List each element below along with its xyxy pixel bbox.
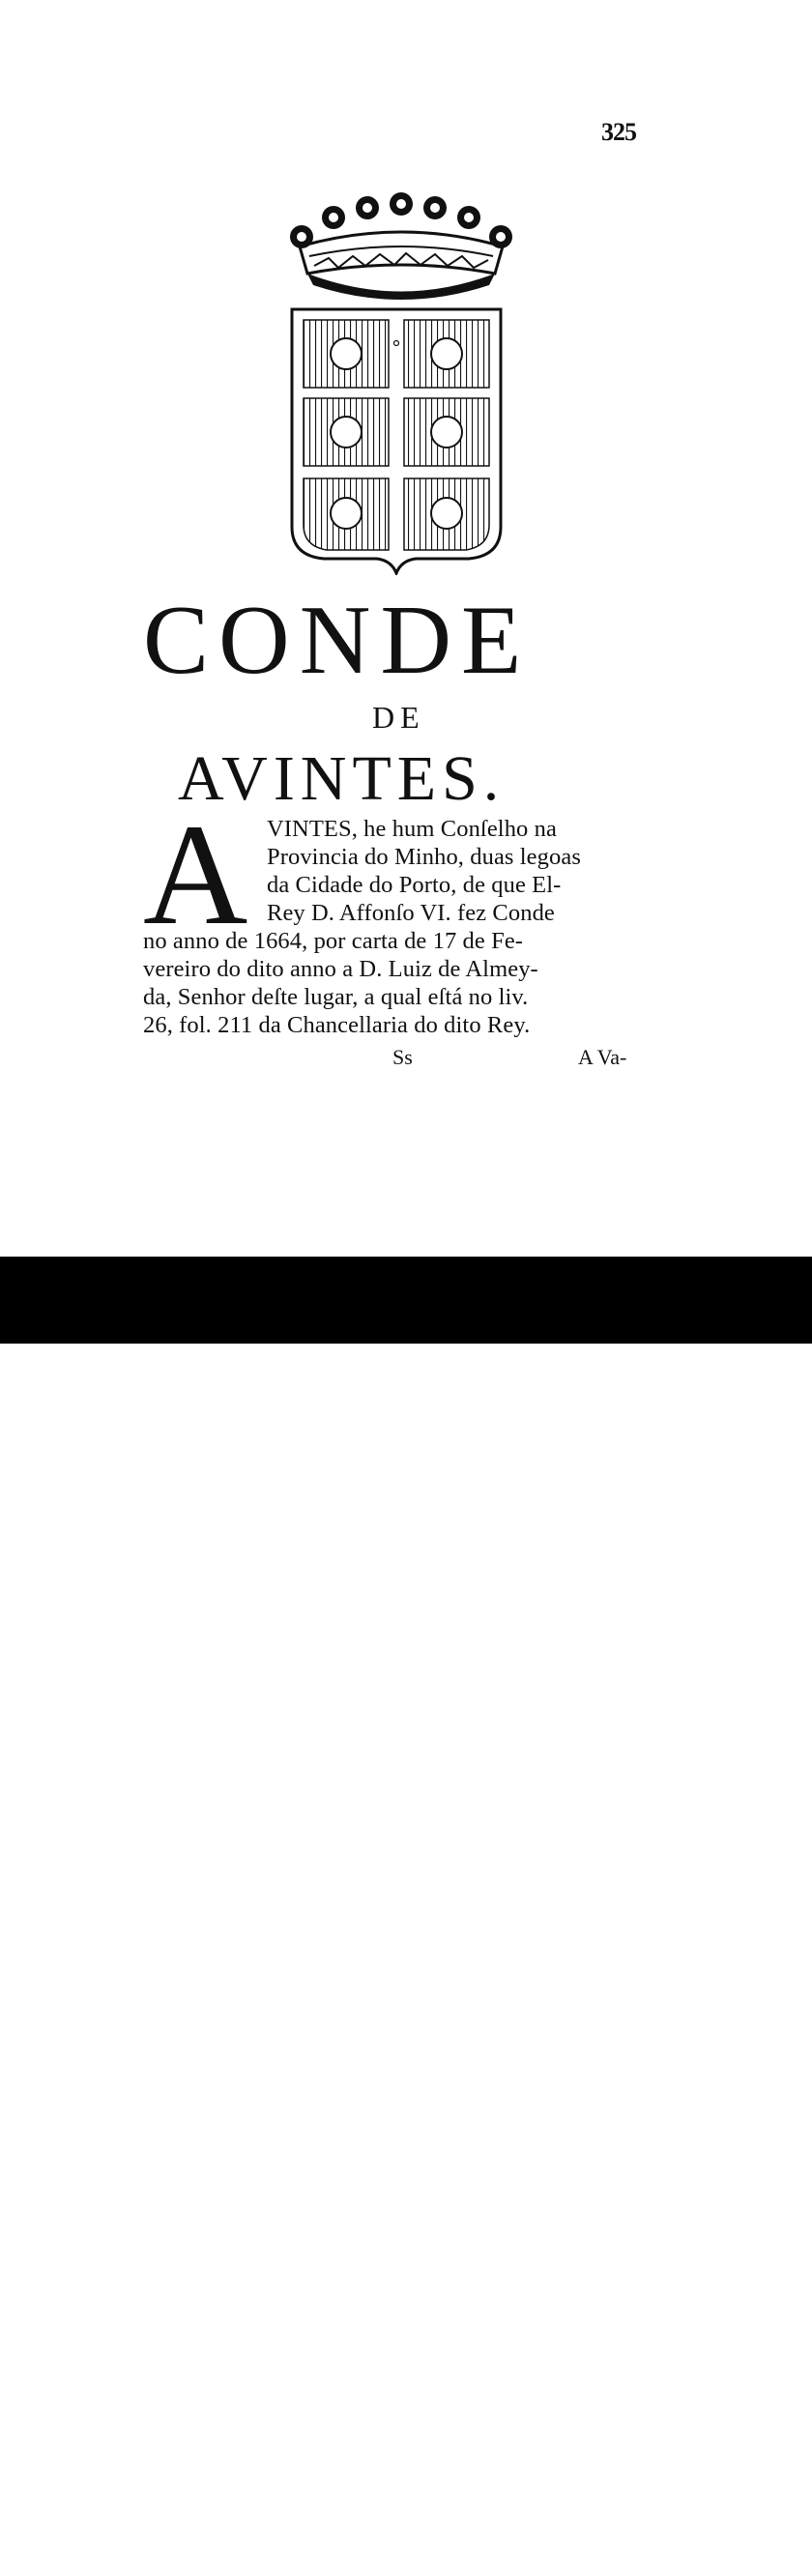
body-line: 26, fol. 211 da Chancellaria do dito Rey. xyxy=(143,1012,531,1038)
site-url: www.alamy.com xyxy=(629,2559,762,2576)
coat-of-arms-icon xyxy=(280,188,522,575)
coronet-icon xyxy=(290,192,512,300)
body-line: Rey D. Affonſo VI. fez Conde xyxy=(267,900,555,926)
body-line: da, Senhor deſte lugar, a qual eſtá no liv. xyxy=(143,984,529,1010)
page-number: 325 xyxy=(601,118,636,146)
body-line: vereiro do dito anno a D. Luiz de Almey- xyxy=(143,956,538,982)
body-line: VINTES, he hum Conſelho na xyxy=(267,816,557,842)
watermark-footer xyxy=(0,1257,812,2576)
body-line: da Cidade do Porto, de que El- xyxy=(267,872,562,898)
signature-mark: Ss xyxy=(392,1045,413,1069)
alamy-logo: alamy xyxy=(48,2529,175,2573)
body-line: Provincia do Minho, duas legoas xyxy=(267,844,581,870)
scanned-page xyxy=(0,0,812,1257)
shield-six-roundels-icon xyxy=(292,309,501,573)
image-id: HN2A57 xyxy=(695,2533,762,2551)
catchword: A Va- xyxy=(578,1045,627,1069)
title-conde: CONDE xyxy=(143,586,532,695)
drop-cap: A xyxy=(143,795,248,955)
title-place-name: AVINTES. xyxy=(178,743,506,814)
title-de: DE xyxy=(372,700,425,735)
body-line: no anno de 1664, por carta de 17 de Fe- xyxy=(143,928,524,954)
